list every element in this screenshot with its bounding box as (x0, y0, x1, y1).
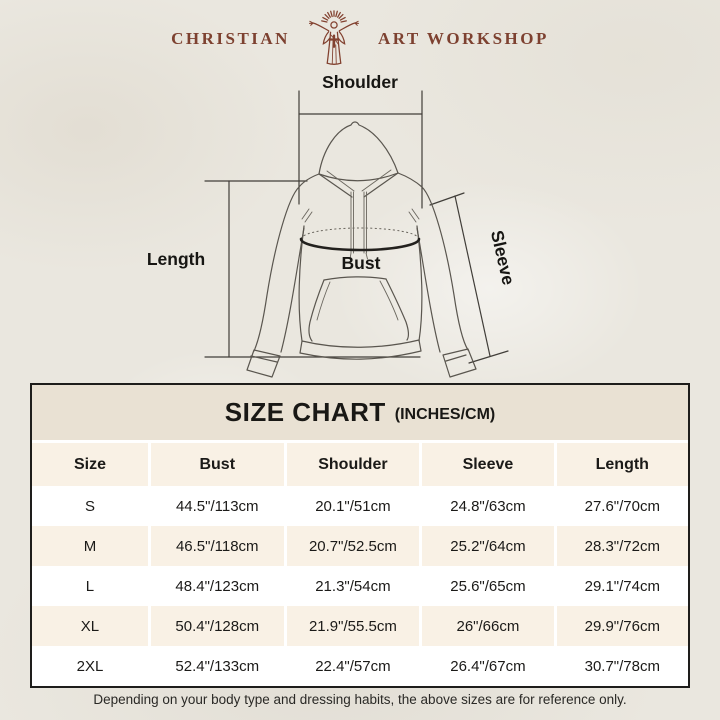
shoulder-seams (299, 173, 422, 187)
shoulder-label: Shoulder (322, 72, 398, 92)
right-sleeve-outer (422, 187, 468, 350)
sleeve-cell: 25.2"/64cm (419, 526, 553, 566)
pocket-top (324, 277, 386, 280)
shoulder-cell: 22.4"/57cm (284, 646, 420, 686)
size-cell: 2XL (76, 657, 104, 675)
shoulder-cell: 20.7"/52.5cm (284, 526, 420, 566)
col-header-bust: Bust (148, 443, 284, 486)
length-cell: 27.6"/70cm (554, 486, 688, 526)
body-right (417, 226, 422, 341)
pocket-left (309, 280, 324, 341)
length-label: Length (146, 249, 206, 269)
table-header-row (32, 443, 688, 486)
col-header-sleeve: Sleeve (419, 443, 553, 486)
length-cell: 29.9"/76cm (554, 606, 688, 646)
left-cuff (247, 350, 280, 377)
size-chart-table (30, 383, 690, 688)
right-cuff (443, 349, 476, 377)
col-header-length: Length (554, 443, 688, 486)
table-row-m (32, 526, 688, 566)
sleeve-guide (455, 196, 490, 356)
size-cell: L (85, 577, 95, 595)
underarm-stitches (302, 209, 419, 222)
sleeve-cell: 26.4"/67cm (419, 646, 553, 686)
length-cell: 29.1"/74cm (554, 566, 688, 606)
hood-outer (319, 122, 398, 174)
bust-ellipse-front (301, 239, 419, 250)
bust-label: Bust (341, 253, 381, 273)
size-cell: XL (32, 606, 148, 646)
size-chart-units: (INCHES/CM) (394, 405, 496, 423)
shoulder-cell: 21.3"/54cm (284, 566, 420, 606)
bust-ellipse-back (301, 228, 419, 239)
sleeve-cell: 24.8"/63cm (419, 486, 553, 526)
brand-header (0, 0, 720, 78)
jesus-rays-icon (303, 8, 365, 70)
measurement-lines (205, 91, 508, 363)
brand-name-right: ART WORKSHOP (377, 29, 549, 48)
shoulder-cell: 21.9"/55.5cm (284, 606, 420, 646)
hoodie-outline (247, 122, 476, 377)
brand-name-left: CHRISTIAN (171, 29, 290, 48)
col-header-shoulder: Shoulder (284, 443, 420, 486)
reference-footnote: Depending on your body type and dressing habits, the above sizes are for reference only. (93, 692, 627, 707)
sleeve-label: Sleeve (486, 228, 519, 287)
bust-cell: 44.5"/113cm (148, 486, 284, 526)
size-cell: M (32, 526, 148, 566)
table-row-xl (32, 606, 688, 646)
left-sleeve-outer (254, 187, 299, 351)
sleeve-cell: 26"/66cm (419, 606, 553, 646)
bust-cell: 52.4"/133cm (148, 646, 284, 686)
bust-cell: 46.5"/118cm (148, 526, 284, 566)
table-row-l (32, 566, 688, 606)
col-header-size: Size (32, 443, 148, 486)
table-row-2xl (32, 646, 688, 686)
sleeve-cell: 25.6"/65cm (419, 566, 553, 606)
bust-cell: 50.4"/128cm (148, 606, 284, 646)
table-row-s (32, 486, 688, 526)
shoulder-cell: 20.1"/51cm (284, 486, 420, 526)
length-cell: 28.3"/72cm (554, 526, 688, 566)
size-cell: S (84, 497, 95, 515)
length-cell: 30.7"/78cm (554, 646, 688, 686)
hem-band (300, 340, 421, 359)
hoodie-measurement-diagram (0, 68, 720, 380)
bust-cell: 48.4"/123cm (148, 566, 284, 606)
size-chart-title-band (32, 385, 688, 440)
pocket-opening-stitches (317, 281, 398, 320)
size-chart-title: SIZE CHART (224, 397, 386, 427)
sleeve-top-tick (430, 193, 464, 205)
pocket-right (386, 279, 408, 340)
sleeve-bottom-tick (469, 351, 508, 363)
